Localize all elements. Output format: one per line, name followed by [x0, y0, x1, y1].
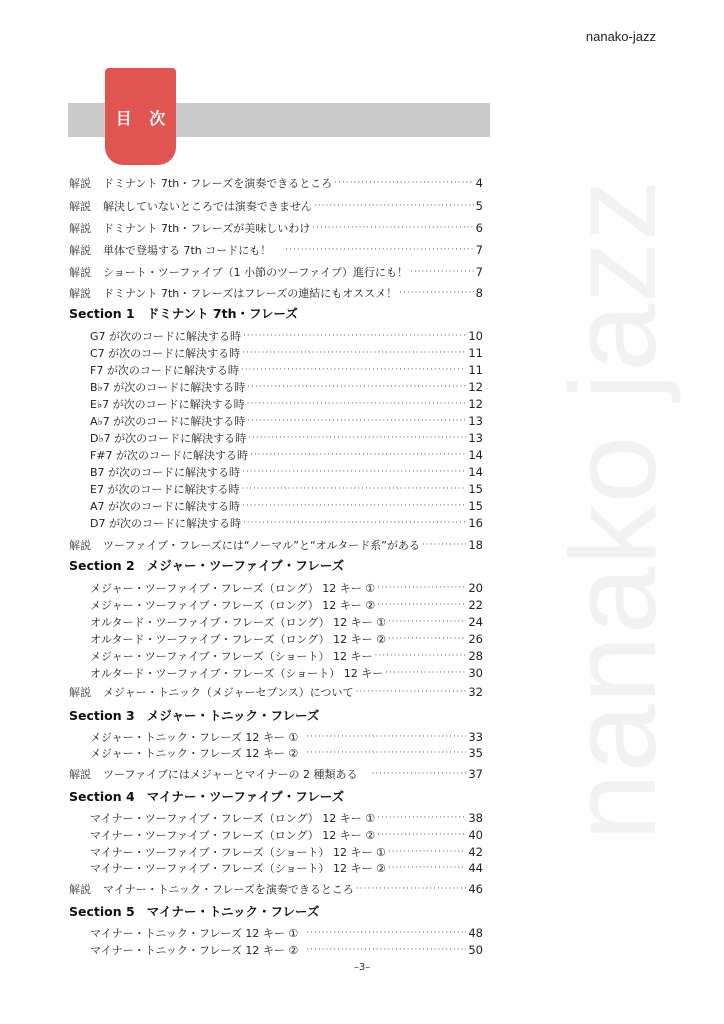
leader-dots: [306, 732, 466, 742]
section-heading[interactable]: [69, 305, 298, 323]
entry-page: 7: [475, 243, 483, 257]
toc-entry[interactable]: [90, 362, 483, 378]
leader-dots: [355, 687, 466, 697]
toc-entry[interactable]: [90, 860, 483, 876]
entry-title: メジャー・トニック・フレーズ 12 キー ②: [90, 747, 299, 760]
entry-title: メジャー・トニック（メジャーセブンス）について: [103, 686, 354, 699]
toc-entry[interactable]: [90, 597, 483, 613]
entry-page: 12: [468, 397, 483, 411]
leader-dots: [306, 928, 466, 938]
entry-page: 35: [468, 746, 483, 760]
entry-page: 12: [468, 380, 483, 394]
entry-page: 33: [468, 730, 483, 744]
toc-entry[interactable]: [90, 498, 483, 514]
leader-dots: [243, 331, 466, 341]
section-title: マイナー・トニック・フレーズ: [146, 904, 320, 919]
entry-title: マイナー・トニック・フレーズ 12 キー ①: [90, 927, 299, 940]
leader-dots: [388, 617, 466, 627]
entry-title: B7 が次のコードに解決する時: [90, 466, 241, 479]
leader-dots: [312, 223, 473, 233]
toc-entry[interactable]: [90, 942, 483, 958]
toc-entry[interactable]: [90, 515, 483, 531]
leader-dots: [248, 433, 466, 443]
entry-title: A7 が次のコードに解決する時: [90, 500, 241, 513]
page-title: 目 次: [115, 109, 172, 128]
entry-page: 11: [468, 346, 483, 360]
entry-page: 13: [468, 431, 483, 445]
leader-dots: [377, 600, 466, 610]
entry-title: マイナー・ツーファイブ・フレーズ（ショート） 12 キー ②: [90, 862, 386, 875]
entry-title: マイナー・ツーファイブ・フレーズ（ロング） 12 キー ②: [90, 829, 376, 842]
toc-entry[interactable]: [69, 766, 483, 782]
section-heading[interactable]: [69, 903, 319, 921]
toc-entry[interactable]: [90, 447, 483, 463]
toc-entry[interactable]: [90, 396, 483, 412]
entry-title: F#7 が次のコードに解決する時: [90, 449, 249, 462]
entry-title: マイナー・トニック・フレーズを演奏できるところ: [103, 883, 354, 896]
leader-dots: [241, 365, 467, 375]
entry-title: オルタード・ツーファイブ・フレーズ（ロング） 12 キー ②: [90, 633, 386, 646]
section-title: メジャー・トニック・フレーズ: [146, 708, 320, 723]
leader-dots: [399, 288, 474, 298]
entry-page: 16: [468, 516, 483, 530]
section-title: マイナー・ツーファイブ・フレーズ: [146, 789, 345, 804]
entry-title: ツーファイブ・フレーズには“ノーマル”と“オルタード系”がある: [103, 539, 420, 552]
leader-dots: [247, 416, 466, 426]
entry-title: F7 が次のコードに解決する時: [90, 364, 239, 377]
entry-title: メジャー・ツーファイブ・フレーズ（ショート） 12 キー: [90, 650, 373, 663]
toc-entry[interactable]: [90, 464, 483, 480]
toc-entry[interactable]: [69, 264, 483, 280]
toc-entry[interactable]: [90, 844, 483, 860]
section-heading[interactable]: [69, 788, 344, 806]
toc-entry[interactable]: [90, 580, 483, 596]
entry-page: 40: [468, 828, 483, 842]
entry-title: C7 が次のコードに解決する時: [90, 347, 241, 360]
entry-page: 5: [475, 199, 483, 213]
entry-title: メジャー・ツーファイブ・フレーズ（ロング） 12 キー ②: [90, 599, 376, 612]
entry-page: 10: [468, 329, 483, 343]
leader-dots: [410, 267, 474, 277]
section-label: Section 4: [69, 789, 135, 804]
entry-title: D♭7 が次のコードに解決する時: [90, 432, 247, 445]
entry-page: 42: [468, 845, 483, 859]
entry-page: 28: [468, 649, 483, 663]
entry-page: 32: [468, 685, 483, 699]
section-label: Section 1: [69, 306, 135, 321]
leader-dots: [377, 830, 466, 840]
entry-title: オルタード・ツーファイブ・フレーズ（ロング） 12 キー ①: [90, 616, 386, 629]
entry-lead: 解説: [69, 686, 91, 699]
entry-page: 13: [468, 414, 483, 428]
entry-title: 解決していないところでは演奏できません: [103, 200, 312, 213]
entry-page: 24: [468, 615, 483, 629]
leader-dots: [241, 484, 466, 494]
leader-dots: [422, 540, 466, 550]
section-heading[interactable]: [69, 557, 344, 575]
toc-entry[interactable]: [90, 413, 483, 429]
leader-dots: [306, 945, 466, 955]
toc-entry[interactable]: [90, 810, 483, 826]
entry-lead: 解説: [69, 883, 91, 896]
leader-dots: [371, 769, 466, 779]
entry-title: E♭7 が次のコードに解決する時: [90, 398, 245, 411]
leader-dots: [247, 382, 466, 392]
entry-title: ドミナント 7th・フレーズはフレーズの連結にもオススメ！: [103, 287, 398, 300]
entry-page: 11: [468, 363, 483, 377]
entry-title: 単体で登場する 7th コードにも！: [103, 244, 272, 257]
section-title: メジャー・ツーファイブ・フレーズ: [146, 558, 345, 573]
watermark-text: nanako jazz: [545, 178, 681, 842]
leader-dots: [247, 399, 467, 409]
toc-entry[interactable]: [90, 648, 483, 664]
toc-entry[interactable]: [90, 328, 483, 344]
entry-page: 50: [468, 943, 483, 957]
leader-dots: [242, 501, 466, 511]
entry-page: 48: [468, 926, 483, 940]
leader-dots: [388, 863, 467, 873]
leader-dots: [388, 634, 466, 644]
section-label: Section 3: [69, 708, 135, 723]
entry-title: E7 が次のコードに解決する時: [90, 483, 240, 496]
entry-page: 14: [468, 465, 483, 479]
entry-title: メジャー・トニック・フレーズ 12 キー ①: [90, 731, 299, 744]
entry-title: ショート・ツーファイブ（1 小節のツーファイブ）進行にも！: [103, 266, 408, 279]
entry-page: 38: [468, 811, 483, 825]
leader-dots: [306, 748, 466, 758]
entry-title: B♭7 が次のコードに解決する時: [90, 381, 246, 394]
entry-lead: 解説: [69, 266, 91, 279]
entry-page: 46: [468, 882, 483, 896]
entry-lead: 解説: [69, 177, 91, 190]
toc-entry[interactable]: [69, 537, 483, 553]
toc-entry[interactable]: [90, 614, 483, 630]
entry-page: 26: [468, 632, 483, 646]
section-label: Section 2: [69, 558, 135, 573]
leader-dots: [374, 651, 466, 661]
entry-page: 7: [475, 265, 483, 279]
leader-dots: [242, 467, 466, 477]
entry-title: マイナー・トニック・フレーズ 12 キー ②: [90, 944, 299, 957]
entry-lead: 解説: [69, 222, 91, 235]
toc-entry[interactable]: [90, 925, 483, 941]
toc-entry[interactable]: [90, 481, 483, 497]
toc-entry[interactable]: [69, 242, 483, 258]
entry-page: 44: [468, 861, 483, 875]
entry-lead: 解説: [69, 287, 91, 300]
entry-title: A♭7 が次のコードに解決する時: [90, 415, 246, 428]
section-label: Section 5: [69, 904, 135, 919]
toc-entry[interactable]: [69, 285, 483, 301]
entry-page: 15: [468, 499, 483, 513]
entry-page: 6: [475, 221, 483, 235]
entry-title: ツーファイブにはメジャーとマイナーの 2 種類ある: [103, 768, 358, 781]
toc-entry[interactable]: [90, 745, 483, 761]
toc-entry[interactable]: [90, 729, 483, 745]
leader-dots: [388, 847, 467, 857]
toc-entry[interactable]: [69, 684, 483, 700]
entry-page: 4: [475, 176, 483, 190]
leader-dots: [285, 245, 473, 255]
entry-page: 8: [475, 286, 483, 300]
entry-lead: 解説: [69, 200, 91, 213]
leader-dots: [377, 583, 466, 593]
leader-dots: [385, 668, 466, 678]
leader-dots: [242, 348, 466, 358]
entry-title: G7 が次のコードに解決する時: [90, 330, 242, 343]
entry-title: マイナー・ツーファイブ・フレーズ（ロング） 12 キー ①: [90, 812, 376, 825]
toc-entry[interactable]: [90, 345, 483, 361]
toc-entry[interactable]: [69, 175, 483, 191]
entry-page: 22: [468, 598, 483, 612]
toc-entry[interactable]: [69, 220, 483, 236]
entry-title: D7 が次のコードに解決する時: [90, 517, 241, 530]
toc-entry[interactable]: [69, 198, 483, 214]
leader-dots: [243, 518, 466, 528]
section-heading[interactable]: [69, 707, 319, 725]
entry-page: 20: [468, 581, 483, 595]
entry-page: 18: [468, 538, 483, 552]
toc-entry[interactable]: [69, 881, 483, 897]
leader-dots: [250, 450, 466, 460]
entry-title: マイナー・ツーファイブ・フレーズ（ショート） 12 キー ①: [90, 846, 386, 859]
leader-dots: [334, 178, 473, 188]
entry-lead: 解説: [69, 244, 91, 257]
entry-page: 15: [468, 482, 483, 496]
toc-entry[interactable]: [90, 631, 483, 647]
leader-dots: [377, 813, 466, 823]
brand-label: nanako-jazz: [585, 29, 656, 44]
entry-lead: 解説: [69, 768, 91, 781]
toc-entry[interactable]: [90, 379, 483, 395]
leader-dots: [356, 884, 466, 894]
section-title: ドミナント 7th・フレーズ: [146, 306, 298, 321]
page-number: –3–: [353, 962, 371, 973]
entry-title: メジャー・ツーファイブ・フレーズ（ロング） 12 キー ①: [90, 582, 376, 595]
entry-page: 37: [468, 767, 483, 781]
entry-title: ドミナント 7th・フレーズを演奏できるところ: [103, 177, 333, 190]
entry-title: ドミナント 7th・フレーズが美味しいわけ: [103, 222, 311, 235]
entry-page: 30: [468, 666, 483, 680]
toc-entry[interactable]: [90, 827, 483, 843]
entry-page: 14: [468, 448, 483, 462]
entry-title: オルタード・ツーファイブ・フレーズ（ショート） 12 キー: [90, 667, 384, 680]
toc-entry[interactable]: [90, 665, 483, 681]
entry-lead: 解説: [69, 539, 91, 552]
toc-entry[interactable]: [90, 430, 483, 446]
leader-dots: [314, 201, 474, 211]
